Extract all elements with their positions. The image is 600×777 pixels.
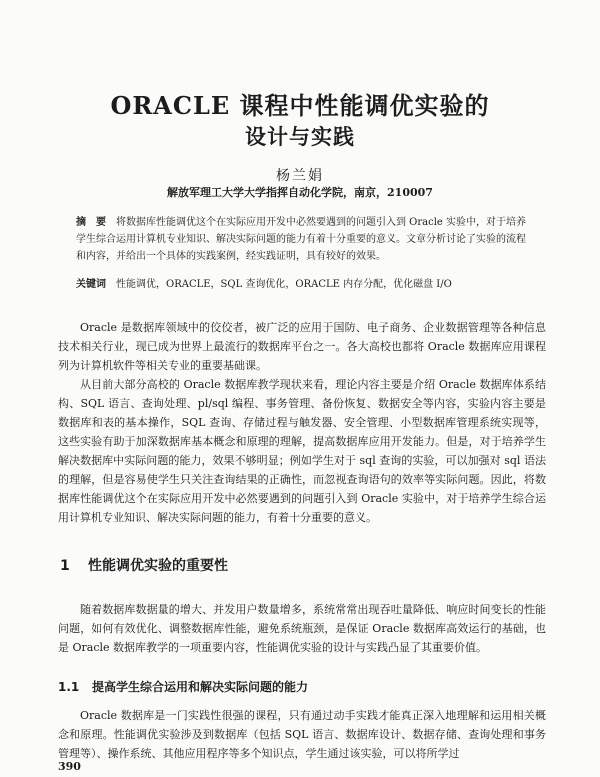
paper-title-line-1: ORACLE 课程中性能调优实验的 — [110, 91, 490, 120]
body-paragraph-3: 随着数据库数据量的增大、并发用户数量增多，系统常常出现吞吐量降低、响应时间变长的性能问题，如何有效优化、调整数据库性能，避免系统瓶颈，是保证 Oracle 数据库高效运行的基础，也是 Oracle 数据库教学的一项重要内容，性能调优实验的设计与实践凸显了其重要价值。 — [58, 603, 546, 654]
section-title: 性能调优实验的重要性 — [88, 558, 228, 574]
paper-title-line-2: 设计与实践 — [245, 124, 355, 149]
author-name: 杨兰娟 — [276, 168, 324, 184]
abstract-label: 摘 要 — [76, 217, 106, 228]
body-paragraph-2: 从目前大部分高校的 Oracle 数据库教学现状来看，理论内容主要是介绍 Oracle 数据库体系结构、SQL 语言、查询处理、pl/sql 编程、事务管理、备份恢复、数据安全等内容，实验内容主要是数据库和表的基本操作，SQL 查询、存储过程与触发器、安全管理、小型数据库管理系统实现等，这些实验有助于加深数据库基本概念和原理的理解，提高数据库应用开发能力。但是，对于培养学生解决数据库中实际问题的能力，效果不够明显；例如学生对于 sql 查询的实验，可以加强对 sql 语法的理解，但是容易使学生只关注查询结果的正确性，而忽视查询语句的效率等实际问题。因此，将数据库性能调优这个在实际应用开发中必然要遇到的问题引入到 Oracle 实验中，对于培养学生综合运用计算机专业知识、解决实际问题的能力，有着十分重要的意义。 — [58, 378, 546, 524]
abstract-text: 将数据库性能调优这个在实际应用开发中必然要遇到的问题引入到 Oracle 实验中，对于培养学生综合运用计算机专业知识、解决实际问题的能力有着十分重要的意义。文章分析讨论了实验的流程和内容，并给出一个具体的实践案例，经实践证明，具有较好的效果。 — [76, 217, 527, 262]
author-affiliation: 解放军理工大学大学指挥自动化学院，南京，210007 — [167, 186, 433, 199]
section-heading-1 — [60, 555, 228, 575]
abstract — [76, 214, 530, 265]
body-paragraph-1: Oracle 是数据库领域中的佼佼者，被广泛的应用于国防、电子商务、企业数据管理等各种信息技术相关行业，现已成为世界上最流行的数据库平台之一。各大高校也都将 Oracle 数据库应用课程列为计算机软件等相关专业的重要基础课。 — [58, 321, 546, 372]
body-paragraph-4: Oracle 数据库是一门实践性很强的课程，只有通过动手实践才能真正深入地理解和运用相关概念和原理。性能调优实验涉及到数据库（包括 SQL 语言、数据库设计、数据存储、查询处理和事务管理等）、操作系统、其他应用程序等多个知识点，学生通过该实验，可以将所学过 — [58, 709, 546, 760]
keywords-label: 关键词 — [76, 279, 106, 290]
page-number: 390 — [58, 760, 81, 773]
keywords — [76, 277, 530, 292]
section-number: 1 — [60, 558, 70, 574]
keywords-text: 性能调优，ORACLE，SQL 查询优化，ORACLE 内存分配，优化磁盘 I/O — [116, 279, 452, 290]
subsection-number: 1.1 — [58, 680, 80, 694]
subsection-heading-1-1 — [58, 678, 308, 695]
subsection-title: 提高学生综合运用和解决实际问题的能力 — [92, 680, 309, 694]
